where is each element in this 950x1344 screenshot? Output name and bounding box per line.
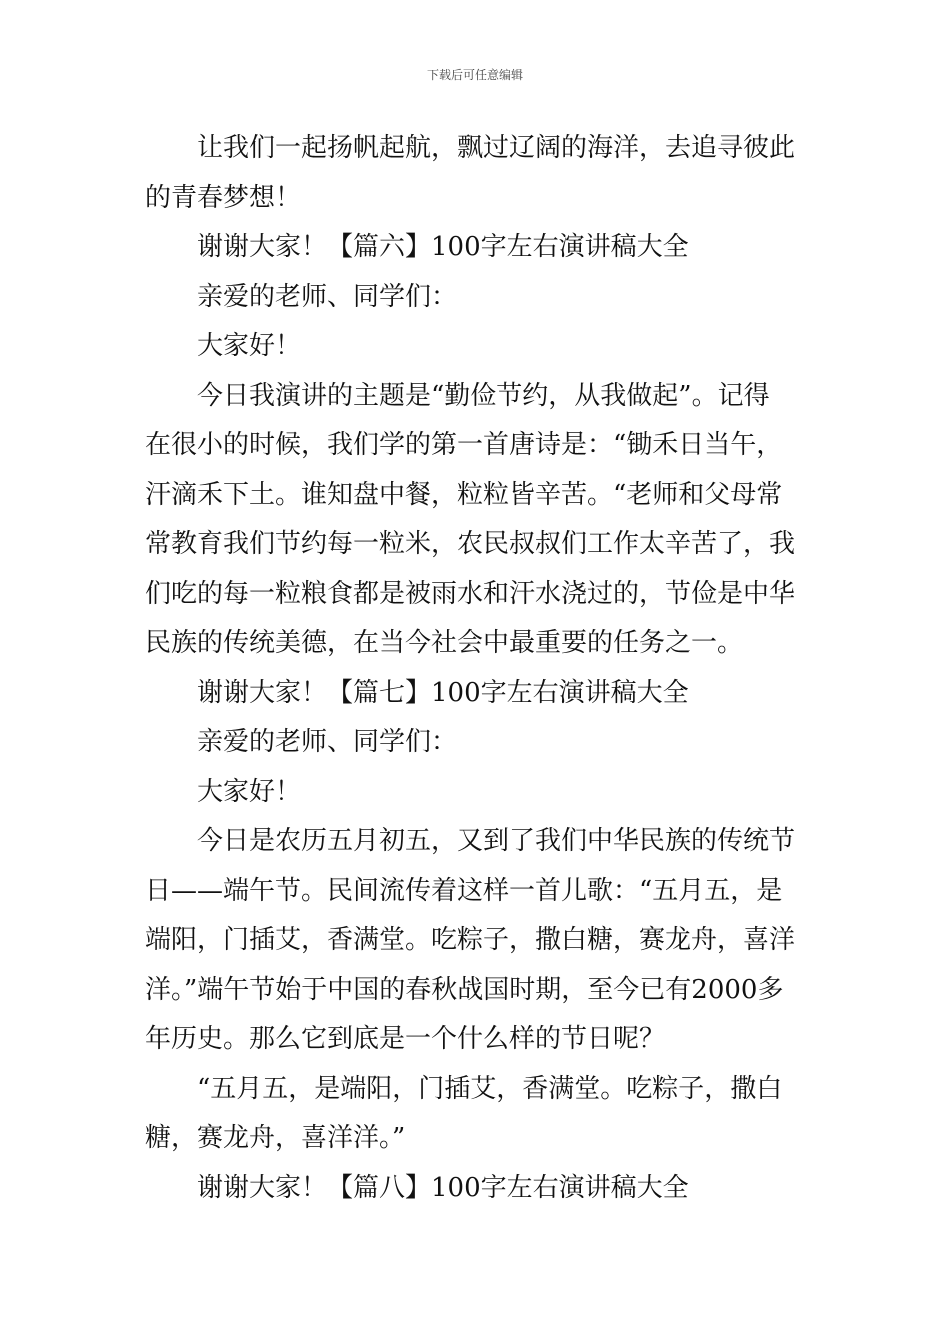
text-line: 汗滴禾下土。谁知盘中餐，粒粒皆辛苦。“老师和父母常 (145, 479, 783, 510)
text-line: 民族的传统美德，在当今社会中最重要的任务之一。 (145, 628, 744, 658)
salutation-line: 亲爱的老师、同学们： (197, 281, 458, 312)
page-header-note: 下载后可任意编辑 (426, 68, 523, 82)
text-line: 让我们一起扬帆起航，飘过辽阔的海洋，去追寻彼此 (197, 133, 796, 163)
greeting-line: 大家好！ (197, 776, 302, 807)
section-heading-line: 谢谢大家！【篇七】100字左右演讲稿大全 (197, 677, 689, 708)
text-line: 在很小的时候，我们学的第一首唐诗是：“锄禾日当午， (145, 430, 783, 460)
text-line: 日——端午节。民间流传着这样一首儿歌：“五月五，是 (145, 875, 783, 906)
text-line: 年历史。那么它到底是一个什么样的节日呢？ (145, 1024, 666, 1054)
text-line: 常教育我们节约每一粒米，农民叔叔们工作太辛苦了，我 (145, 529, 796, 559)
document-body (145, 124, 805, 1213)
text-line: 糖，赛龙舟，喜洋洋。” (145, 1123, 406, 1153)
text-line: 端阳，门插艾，香满堂。吃粽子，撒白糖，赛龙舟，喜洋 (145, 925, 796, 955)
salutation-line: 亲爱的老师、同学们： (197, 727, 458, 757)
text-line: 洋。”端午节始于中国的春秋战国时期，至今已有2000多 (145, 974, 784, 1005)
text-line: 今日我演讲的主题是“勤俭节约，从我做起”。记得 (197, 380, 770, 411)
text-line: 们吃的每一粒粮食都是被雨水和汗水浇过的，节俭是中华 (145, 578, 796, 609)
section-heading-line: 谢谢大家！【篇六】100字左右演讲稿大全 (197, 232, 689, 262)
text-line: “五月五，是端阳，门插艾，香满堂。吃粽子，撒白 (197, 1073, 783, 1104)
section-heading-line: 谢谢大家！【篇八】100字左右演讲稿大全 (197, 1172, 689, 1203)
text-line: 的青春梦想！ (145, 182, 302, 213)
text-line: 今日是农历五月初五，又到了我们中华民族的传统节 (197, 826, 796, 856)
greeting-line: 大家好！ (197, 331, 302, 361)
